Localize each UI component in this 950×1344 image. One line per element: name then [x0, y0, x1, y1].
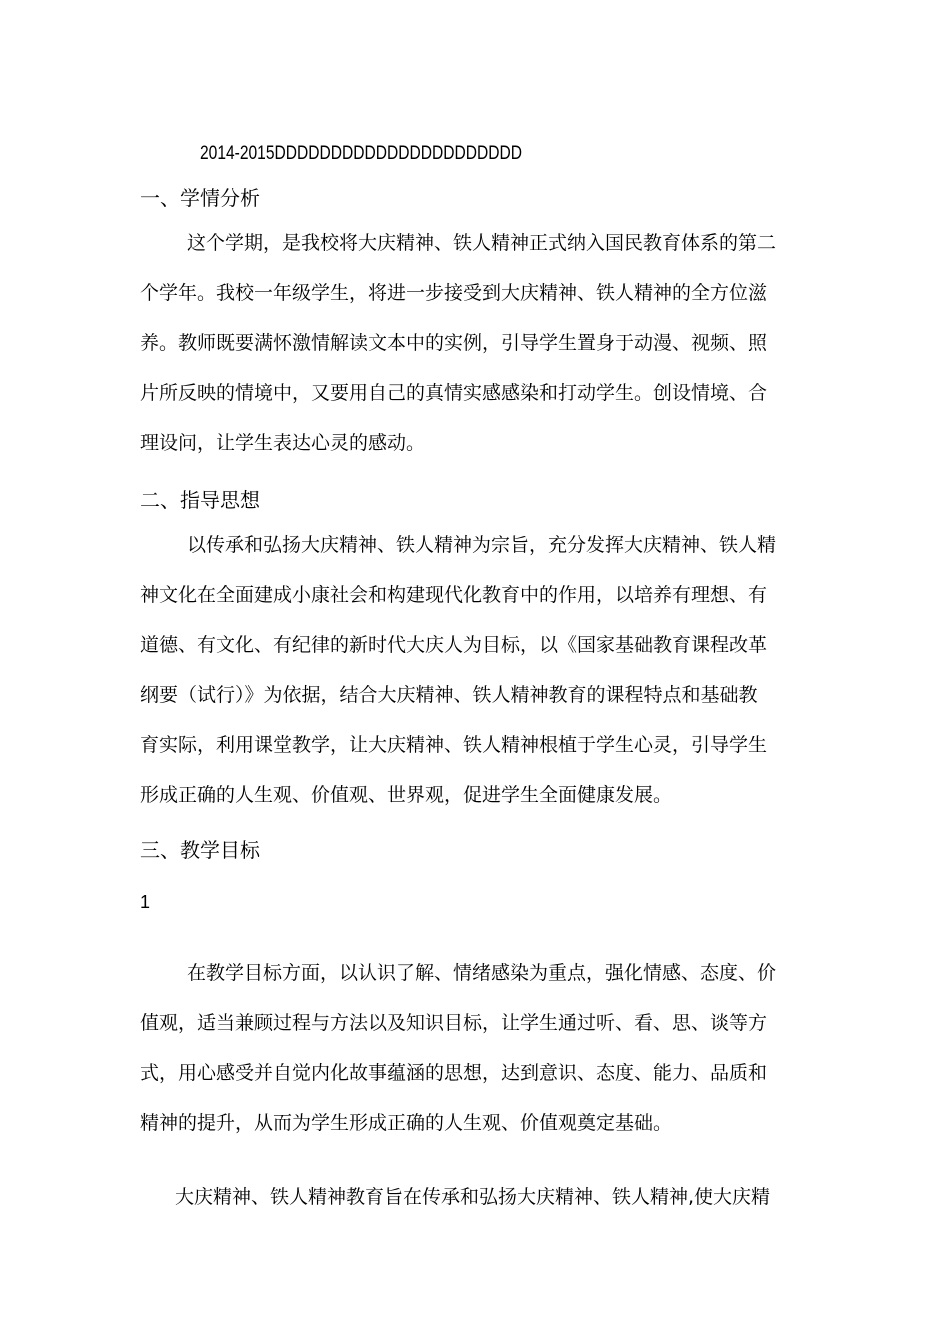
paragraph-line: 形成正确的人生观、价值观、世界观，促进学生全面健康发展。: [140, 784, 673, 806]
paragraph-line: 养。教师既要满怀激情解读文本中的实例，引导学生置身于动漫、视频、照: [140, 332, 768, 354]
paragraph-line: 值观，适当兼顾过程与方法以及知识目标，让学生通过听、看、思、谈等方: [140, 1012, 768, 1034]
document-title: 2014-2015DDDDDDDDDDDDDDDDDDDDDD: [200, 143, 523, 164]
paragraph-line: 式，用心感受并自觉内化故事蕴涵的思想，达到意识、态度、能力、品质和: [140, 1062, 768, 1084]
paragraph-line: 道德、有文化、有纪律的新时代大庆人为目标，以《国家基础教育课程改革: [140, 634, 768, 656]
section-heading-teaching-goals: 三、教学目标: [140, 838, 260, 862]
paragraph-line: 以传承和弘扬大庆精神、铁人精神为宗旨，充分发挥大庆精神、铁人精: [187, 534, 777, 556]
list-number: 1: [140, 892, 151, 912]
paragraph-line: 这个学期，是我校将大庆精神、铁人精神正式纳入国民教育体系的第二: [187, 232, 777, 254]
paragraph-line: 个学年。我校一年级学生，将进一步接受到大庆精神、铁人精神的全方位滋: [140, 282, 768, 304]
paragraph-line: 育实际，利用课堂教学，让大庆精神、铁人精神根植于学生心灵，引导学生: [140, 734, 768, 756]
section-heading-guiding-ideology: 二、指导思想: [140, 488, 260, 512]
paragraph-line: 大庆精神、铁人精神教育旨在传承和弘扬大庆精神、铁人精神,使大庆精: [175, 1186, 771, 1208]
paragraph-line: 神文化在全面建成小康社会和构建现代化教育中的作用，以培养有理想、有: [140, 584, 768, 606]
paragraph-line: 纲要（试行）》为依据，结合大庆精神、铁人精神教育的课程特点和基础教: [140, 684, 758, 706]
paragraph-line: 在教学目标方面，以认识了解、情绪感染为重点，强化情感、态度、价: [187, 962, 777, 984]
section-heading-learning-analysis: 一、学情分析: [140, 186, 260, 210]
paragraph-line: 片所反映的情境中，又要用自己的真情实感感染和打动学生。创设情境、合: [140, 382, 768, 404]
paragraph-line: 理设问，让学生表达心灵的感动。: [140, 432, 426, 454]
paragraph-line: 精神的提升，从而为学生形成正确的人生观、价值观奠定基础。: [140, 1112, 673, 1134]
